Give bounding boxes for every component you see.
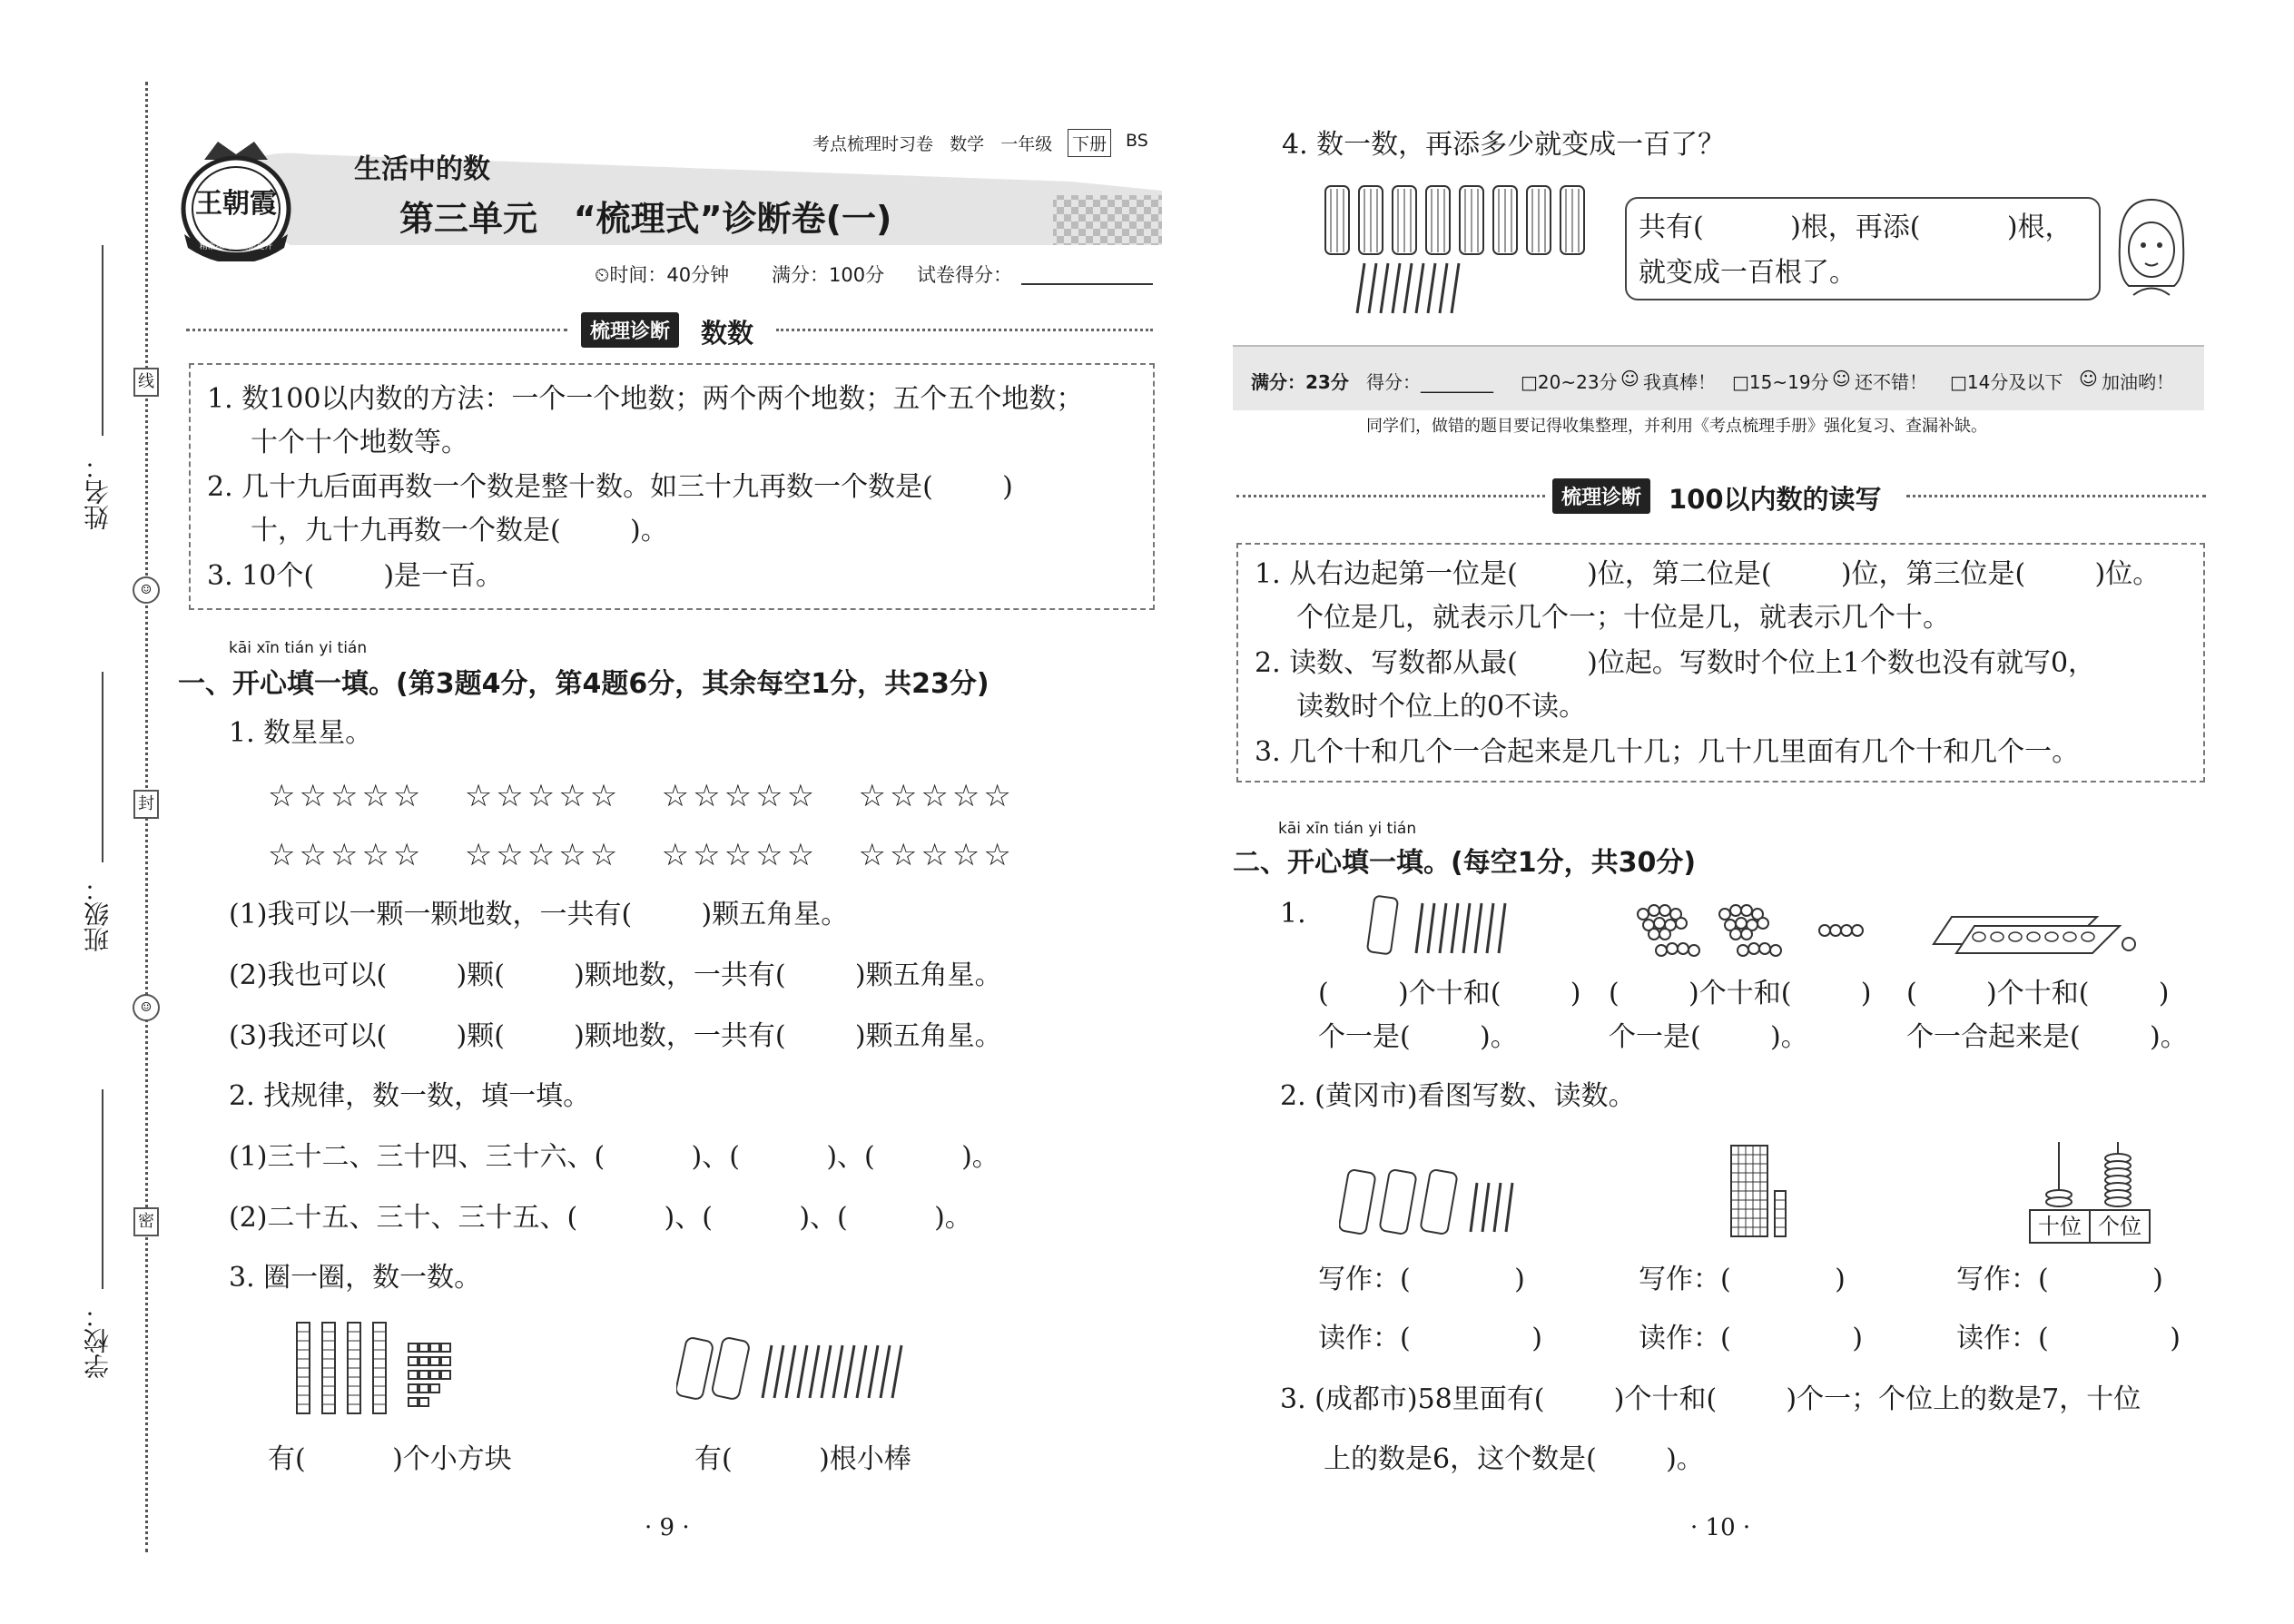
read-blank: 读作：( ) bbox=[1956, 1323, 2181, 1354]
concept-line: 1. 数100以内数的方法：一个一个地数；两个两个地数；五个五个地数； bbox=[207, 383, 1084, 415]
sticks-illustration bbox=[676, 1334, 912, 1411]
volume-badge: 下册 bbox=[1068, 129, 1111, 157]
abacus-icon bbox=[2029, 1142, 2147, 1210]
q3-title: 3. 圈一圈，数一数。 bbox=[229, 1262, 482, 1294]
name-field[interactable] bbox=[102, 245, 103, 436]
p2-q1-blank: ( )个十和( ) bbox=[1609, 978, 1872, 1009]
school-label: 学校： bbox=[83, 1303, 113, 1379]
score-opt3-msg: 加油哟！ bbox=[2102, 371, 2174, 393]
ones-label: 个位 bbox=[2098, 1214, 2141, 1239]
p2-q1-blank: 个一合起来是( )。 bbox=[1906, 1021, 2188, 1053]
section-tag-left bbox=[581, 312, 679, 348]
binding-mark-xian: 线 bbox=[133, 368, 159, 397]
p2-q1-beads bbox=[1634, 903, 1870, 966]
page-number-left: · 9 · bbox=[645, 1514, 690, 1541]
read-blank: 读作：( ) bbox=[1639, 1323, 1863, 1354]
brand-logo bbox=[177, 134, 295, 261]
concept-line: 3. 10个( )是一百。 bbox=[207, 560, 504, 592]
tens-label: 十位 bbox=[2031, 1211, 2091, 1242]
section-tag: 梳理诊断 bbox=[1552, 478, 1650, 514]
cubes-illustration bbox=[295, 1321, 458, 1424]
concept-line: 3. 几个十和几个一合起来是几十几；几十几里面有几个十和几个一。 bbox=[1255, 736, 2080, 768]
binding-mark-feng: 封 bbox=[133, 790, 159, 819]
p2-q3-line: 上的数是6，这个数是( )。 bbox=[1324, 1443, 1704, 1475]
part2-title: 二、开心填一填。(每空1分，共30分) bbox=[1233, 847, 1697, 879]
bubble-line: 就变成一百根了。 bbox=[1639, 257, 1856, 289]
pinyin-hint: kāi xīn tián yi tián bbox=[1278, 820, 1417, 838]
concept-line: 十，九十九再数一个数是( )。 bbox=[251, 515, 668, 546]
score-full: 满分：23分 bbox=[1251, 371, 1349, 393]
series-label: 考点梳理时习卷 数学 一年级 bbox=[812, 134, 1053, 154]
edition-label: BS bbox=[1126, 131, 1148, 151]
q2-item: (2)二十五、三十、三十五、( )、( )、( )。 bbox=[229, 1202, 972, 1234]
sticks-bundle-icon bbox=[1321, 182, 1611, 327]
q1-item: (1)我可以一颗一颗地数，一共有( )颗五角星。 bbox=[229, 899, 849, 930]
p2-q2-blocks bbox=[1729, 1144, 1793, 1247]
section-separator bbox=[1906, 495, 2206, 497]
concept-line: 2. 读数、写数都从最( )位起。写数时个位上1个数也没有就写0， bbox=[1255, 647, 2096, 679]
section-tag-right bbox=[1552, 478, 1650, 514]
sticks-bundle-icon bbox=[1339, 1166, 1548, 1239]
score-label: 试卷得分： bbox=[917, 264, 1012, 286]
p2-q2-abacus bbox=[2029, 1142, 2147, 1214]
score-opt1-msg: 我真棒！ bbox=[1643, 371, 1716, 393]
concept-line: 2. 几十九后面再数一个数是整十数。如三十九再数一个数是( ) bbox=[207, 471, 1013, 503]
name-label: 姓名： bbox=[83, 454, 113, 530]
q3-answer-cubes: 有( )个小方块 bbox=[268, 1443, 512, 1475]
p2-q1-blank: ( )个十和( ) bbox=[1906, 978, 2170, 1009]
bubble-line: 共有( )根，再添( )根， bbox=[1639, 212, 2072, 243]
q2-title: 2. 找规律，数一数，填一填。 bbox=[229, 1080, 591, 1112]
score-opt2-msg: 还不错！ bbox=[1855, 371, 1927, 393]
concept-line: 1. 从右边起第一位是( )位，第二位是( )位，第三位是( )位。 bbox=[1255, 558, 2161, 590]
pinyin-hint: kāi xīn tián yi tián bbox=[229, 639, 368, 657]
write-blank: 写作：( ) bbox=[1639, 1264, 1846, 1295]
q1-item: (2)我也可以( )颗( )颗地数，一共有( )颗五角星。 bbox=[229, 960, 1002, 991]
q1-title: 1. 数星星。 bbox=[229, 717, 373, 749]
page-number-right: · 10 · bbox=[1690, 1514, 1751, 1541]
part1-title: 一、开心填一填。(第3题4分，第4题6分，其余每空1分，共23分) bbox=[178, 668, 989, 700]
binding-mark-mi: 密 bbox=[133, 1207, 159, 1236]
p2-q1-blank: 个一是( )。 bbox=[1609, 1021, 1808, 1053]
section-title-left: 数数 bbox=[701, 318, 754, 349]
class-field[interactable] bbox=[102, 672, 103, 862]
smile-icon: ☺ bbox=[2079, 368, 2098, 389]
concept-line: 个位是几，就表示几个一；十位是几，就表示几个十。 bbox=[1296, 602, 1950, 634]
score-got[interactable]: 得分：________ bbox=[1366, 371, 1493, 393]
score-opt3[interactable]: □14分及以下 bbox=[1950, 371, 2063, 393]
egg-tray-icon bbox=[1929, 899, 2138, 962]
q4-title: 4. 数一数，再添多少就变成一百了？ bbox=[1282, 129, 1726, 161]
star-row: ☆☆☆☆☆ ☆☆☆☆☆ ☆☆☆☆☆ ☆☆☆☆☆ bbox=[268, 778, 1015, 814]
concept-line: 读数时个位上的0不读。 bbox=[1296, 691, 1587, 723]
read-blank: 读作：( ) bbox=[1318, 1323, 1542, 1354]
q1-item: (3)我还可以( )颗( )颗地数，一共有( )颗五角星。 bbox=[229, 1020, 1002, 1052]
score-opt2[interactable]: □15~19分 bbox=[1732, 371, 1829, 393]
bead-groups-icon bbox=[1634, 903, 1870, 962]
p2-q1-egg-trays bbox=[1929, 899, 2138, 966]
p2-q1-blank: ( )个十和( ) bbox=[1318, 978, 1581, 1009]
hundred-block-icon bbox=[1729, 1144, 1793, 1244]
q2-item: (1)三十二、三十四、三十六、( )、( )、( )。 bbox=[229, 1141, 999, 1173]
q4-sticks-illustration bbox=[1321, 182, 1611, 330]
p2-q2-sticks bbox=[1339, 1166, 1548, 1243]
section-tag: 梳理诊断 bbox=[581, 312, 679, 348]
binding-emblem-icon: ☺ bbox=[133, 576, 160, 604]
unit-title: 第三单元 “梳理式”诊断卷(一) bbox=[399, 199, 892, 239]
class-label: 班级： bbox=[83, 876, 113, 952]
section-separator bbox=[186, 329, 567, 331]
p2-q1-number: 1. bbox=[1280, 898, 1306, 930]
binding-emblem-icon: ☺ bbox=[133, 994, 160, 1021]
section-separator bbox=[776, 329, 1153, 331]
sticks-bundle-icon bbox=[1366, 894, 1548, 958]
p2-q1-sticks bbox=[1366, 894, 1548, 961]
write-blank: 写作：( ) bbox=[1956, 1264, 2163, 1295]
smile-icon: ☺ bbox=[1832, 368, 1851, 389]
sticks-bundle-icon bbox=[676, 1334, 912, 1407]
time-info: ⏲时间：40分钟 bbox=[595, 264, 730, 286]
section-title-right: 100以内数的读写 bbox=[1669, 484, 1882, 515]
brand-name: 王朝霞 bbox=[195, 188, 277, 220]
score-field[interactable] bbox=[1021, 283, 1153, 285]
abacus-place-labels bbox=[2029, 1209, 2151, 1244]
star-row: ☆☆☆☆☆ ☆☆☆☆☆ ☆☆☆☆☆ ☆☆☆☆☆ bbox=[268, 837, 1015, 873]
girl-figure bbox=[2111, 195, 2192, 308]
p2-q1-blank: 个一是( )。 bbox=[1318, 1021, 1518, 1053]
girl-avatar-icon bbox=[2111, 195, 2192, 304]
brand-slogan: 精准练习 · 全面提升 bbox=[199, 242, 273, 251]
school-field[interactable] bbox=[102, 1089, 103, 1289]
p2-q3-line: 3. (成都市)58里面有( )个十和( )个一；个位上的数是7，十位 bbox=[1280, 1383, 2141, 1415]
concept-line: 十个十个地数等。 bbox=[251, 427, 468, 458]
smile-icon: ☺ bbox=[1620, 368, 1639, 389]
q3-answer-sticks: 有( )根小棒 bbox=[694, 1443, 911, 1475]
cube-blocks-icon bbox=[295, 1321, 458, 1421]
section-separator bbox=[1236, 495, 1545, 497]
score-opt1[interactable]: □20~23分 bbox=[1521, 371, 1618, 393]
review-tip: 同学们，做错的题目要记得收集整理，并利用《考点梳理手册》强化复习、查漏补缺。 bbox=[1366, 417, 1987, 436]
full-score: 满分：100分 bbox=[772, 264, 885, 286]
p2-q2-title: 2. (黄冈市)看图写数、读数。 bbox=[1280, 1080, 1636, 1112]
write-blank: 写作：( ) bbox=[1318, 1264, 1525, 1295]
subject-title: 生活中的数 bbox=[354, 153, 490, 185]
